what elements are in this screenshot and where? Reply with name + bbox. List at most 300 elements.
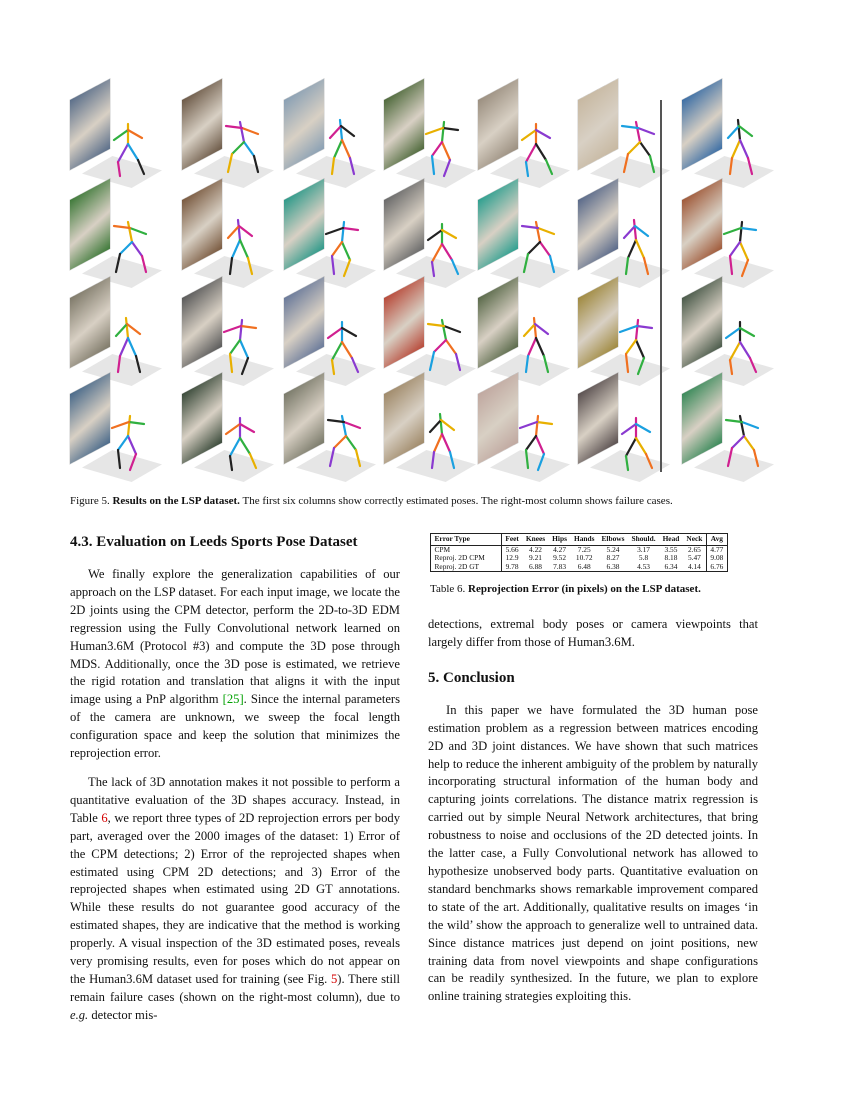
skeleton-limb (740, 140, 748, 158)
input-photo (384, 179, 424, 270)
skeleton-3d (220, 314, 262, 378)
skeleton-limb (724, 228, 741, 234)
p2-b: , we report three types of 2D reprojection errors per body part, averaged over the 2000 images of the dataset: 1) Error of the CPM detections; 2) Error of the reprojected shapes when estimated using CPM 2D detections; and 3) Error of the reprojected shapes when estimated using 2D GT annotations. While these results do not guarantee good accuracy of the estimated shapes, they are indicative that the method is working properly. A visual inspection of the 3D estimated poses, reveals very promising results, even for poses which do not appear on the Human3.6M dataset used for training (see Fig. (70, 810, 400, 986)
skeleton-limb (740, 222, 742, 242)
skeleton-limb (248, 258, 252, 274)
skeleton-limb (738, 120, 740, 140)
skeleton-limb (442, 434, 450, 452)
pose-result (284, 198, 372, 290)
table-cell: 6.34 (664, 561, 678, 571)
results-figure (0, 0, 850, 480)
skeleton-limb (118, 144, 128, 162)
skeleton-limb (342, 242, 350, 260)
skeleton-limb (730, 256, 732, 274)
table-cell: 6.88 (529, 561, 542, 571)
skeleton-limb (356, 450, 360, 466)
skeleton-limb (640, 142, 650, 156)
paragraph-continuation: detections, extremal body poses or camera viewpoints that largely differ from those of Human3.6M. (428, 617, 758, 649)
pose-result (182, 98, 270, 190)
skeleton-limb (626, 456, 628, 470)
skeleton-limb (342, 222, 344, 242)
p1-end: . Since the internal parameters of the camera are unknown, we sweep the focal length configuration space and keep the solution that minimizes the reprojection error. (70, 692, 400, 761)
skeleton-limb (748, 158, 752, 174)
table-header-cell: Error Type (431, 534, 502, 546)
input-photo (284, 79, 324, 170)
table-header-cell: Head (659, 534, 683, 546)
skeleton-limb (242, 358, 248, 374)
skeleton-limb (536, 338, 544, 356)
skeleton-limb (740, 242, 748, 260)
table-cell: Reproj. 2D GT (431, 563, 502, 572)
skeleton-limb (230, 456, 232, 470)
pose-result (284, 296, 372, 388)
skeleton-limb (634, 220, 636, 240)
table-caption-label: Table 6. (430, 583, 466, 595)
p2-a: The lack of 3D annotation makes it not possible to perform a quantitative evaluation of the 3D shapes accuracy. Instead, in Table (70, 774, 400, 825)
skeleton-limb (726, 328, 740, 338)
skeleton-limb (250, 454, 256, 468)
skeleton-limb (620, 326, 637, 332)
pose-result (182, 296, 270, 388)
pose-result (478, 296, 566, 388)
skeleton-limb (344, 422, 360, 428)
skeleton-limb (334, 140, 342, 158)
skeleton-limb (352, 358, 358, 372)
paragraph-lsp-2 (70, 774, 400, 1025)
skeleton-3d (516, 314, 558, 378)
right-column (428, 616, 758, 1017)
pose-result (384, 98, 472, 190)
pose-result (284, 98, 372, 190)
skeleton-limb (522, 226, 538, 228)
skeleton-limb (434, 434, 442, 452)
skeleton-limb (130, 454, 136, 470)
skeleton-limb (343, 228, 358, 230)
skeleton-limb (330, 126, 341, 138)
skeleton-3d (422, 314, 464, 378)
skeleton-3d (720, 116, 762, 180)
skeleton-limb (342, 342, 352, 358)
skeleton-limb (730, 158, 732, 174)
skeleton-3d (516, 216, 558, 280)
table-cell: 5.24 (606, 544, 620, 554)
skeleton-limb (526, 450, 528, 468)
skeleton-limb (350, 158, 354, 174)
skeleton-3d (516, 116, 558, 180)
skeleton-limb (740, 342, 750, 358)
input-photo (384, 79, 424, 170)
table-cell: 5.47 (687, 553, 701, 563)
table-header-row (431, 534, 728, 546)
table-cell: 7.83 (553, 561, 567, 571)
skeleton-limb (240, 438, 250, 454)
skeleton-limb (538, 454, 544, 470)
skeleton-limb (526, 356, 528, 372)
skeleton-limb (434, 340, 446, 352)
skeleton-limb (332, 256, 334, 274)
pose-result (384, 296, 472, 388)
table-caption-title: Reprojection Error (in pixels) on the LSP dataset. (468, 583, 701, 595)
skeleton-3d (422, 216, 464, 280)
table-cell: 5.66 (505, 544, 519, 554)
skeleton-3d (322, 410, 364, 474)
table-header-cell: Neck (683, 534, 707, 546)
table-header-cell: Hips (549, 534, 571, 546)
failure-case-result (682, 296, 770, 388)
skeleton-limb (244, 142, 254, 156)
input-photo (478, 179, 518, 270)
skeleton-limb (342, 140, 350, 158)
table-header-cell: Hands (570, 534, 598, 546)
skeleton-limb (635, 226, 648, 236)
table-header-cell: Avg (706, 534, 727, 546)
skeleton-limb (120, 338, 128, 356)
skeleton-limb (730, 242, 740, 256)
skeleton-limb (535, 324, 548, 334)
skeleton-3d (220, 216, 262, 280)
skeleton-limb (624, 154, 628, 172)
skeleton-3d (516, 410, 558, 474)
skeleton-limb (432, 244, 442, 262)
pose-result (578, 98, 666, 190)
table-cell: 4.27 (553, 544, 567, 554)
skeleton-limb (341, 126, 354, 136)
skeleton-limb (442, 320, 446, 340)
table-cell: 8.18 (664, 553, 678, 563)
input-photo (70, 179, 110, 270)
skeleton-limb (728, 126, 739, 138)
skeleton-limb (537, 422, 552, 424)
skeleton-limb (450, 452, 454, 468)
skeleton-limb (622, 424, 636, 434)
skeleton-limb (528, 242, 540, 254)
table-cell: 6.38 (606, 561, 620, 571)
table-cell: 3.55 (664, 544, 678, 554)
skeleton-limb (740, 328, 754, 336)
input-photo (70, 79, 110, 170)
skeleton-limb (638, 358, 644, 374)
skeleton-limb (442, 230, 456, 238)
pose-result (478, 198, 566, 290)
failure-case-result (682, 98, 770, 190)
skeleton-limb (730, 342, 740, 360)
p2-c: ). There still remain failure cases (shown on the right-most column), due to (70, 971, 400, 1004)
skeleton-limb (428, 230, 442, 240)
skeleton-3d (720, 216, 762, 280)
table-cell: 4.53 (637, 561, 650, 571)
section-heading-lsp: 4.3. Evaluation on Leeds Sports Pose Dataset (70, 534, 358, 550)
skeleton-limb (636, 438, 646, 454)
table-cell: 10.72 (575, 553, 593, 563)
skeleton-limb (224, 326, 241, 332)
skeleton-3d (616, 116, 658, 180)
skeleton-limb (128, 222, 132, 242)
skeleton-limb (550, 256, 554, 272)
skeleton-limb (340, 120, 342, 140)
skeleton-limb (544, 356, 548, 372)
left-column (70, 532, 400, 1036)
skeleton-limb (628, 240, 636, 258)
skeleton-limb (118, 436, 128, 450)
table-header-cell: Feet (501, 534, 522, 546)
skeleton-limb (730, 360, 732, 374)
input-photo (182, 277, 222, 368)
skeleton-limb (328, 420, 344, 422)
skeleton-limb (346, 436, 356, 450)
skeleton-limb (240, 424, 254, 432)
skeleton-limb (534, 318, 536, 338)
skeleton-3d (616, 410, 658, 474)
skeleton-limb (650, 156, 654, 172)
skeleton-3d (322, 216, 364, 280)
input-photo (578, 277, 618, 368)
skeleton-limb (526, 144, 536, 162)
skeleton-3d (220, 410, 262, 474)
skeleton-limb (442, 244, 452, 260)
skeleton-limb (430, 352, 434, 370)
skeleton-limb (522, 130, 536, 140)
pose-result (70, 198, 158, 290)
skeleton-limb (644, 258, 648, 274)
input-photo (70, 277, 110, 368)
skeleton-limb (452, 260, 458, 274)
skeleton-limb (240, 320, 242, 340)
skeleton-limb (637, 326, 652, 328)
input-photo (284, 179, 324, 270)
skeleton-limb (128, 436, 136, 454)
citation-link[interactable]: [25] (222, 692, 244, 707)
skeleton-limb (328, 328, 342, 338)
table-cell: 9.52 (553, 553, 567, 563)
table-ref-link[interactable]: 6 (101, 810, 108, 825)
skeleton-limb (230, 258, 232, 274)
skeleton-limb (526, 436, 536, 450)
skeleton-limb (226, 424, 240, 434)
skeleton-limb (114, 130, 128, 140)
p2-d: detector mis- (91, 1007, 158, 1022)
table-cell: 4.14 (687, 561, 701, 571)
reprojection-table (430, 533, 728, 572)
input-photo (578, 79, 618, 170)
input-photo (682, 79, 722, 170)
skeleton-limb (726, 420, 742, 422)
skeleton-3d (422, 410, 464, 474)
p2-eg: e.g. (70, 1007, 89, 1022)
skeleton-limb (444, 160, 450, 176)
skeleton-limb (130, 228, 146, 234)
skeleton-limb (239, 226, 252, 236)
skeleton-limb (241, 326, 256, 328)
figure-caption-text: The first six columns show correctly estimated poses. The right-most column shows failure cases. (242, 495, 673, 507)
skeleton-limb (624, 226, 635, 238)
skeleton-limb (332, 360, 334, 374)
skeleton-limb (232, 240, 240, 258)
skeleton-limb (443, 128, 458, 130)
skeleton-limb (428, 324, 444, 326)
skeleton-limb (446, 340, 456, 354)
pose-result (578, 296, 666, 388)
skeleton-limb (240, 240, 248, 258)
skeleton-limb (230, 354, 232, 372)
skeleton-3d (322, 314, 364, 378)
skeleton-limb (112, 422, 129, 428)
pose-result (182, 198, 270, 290)
skeleton-limb (240, 122, 244, 142)
skeleton-limb (536, 222, 540, 242)
input-photo (478, 79, 518, 170)
skeleton-limb (442, 142, 450, 160)
table-cell: CPM (431, 545, 502, 554)
skeleton-limb (538, 228, 554, 234)
skeleton-limb (426, 128, 443, 134)
skeleton-limb (138, 160, 144, 174)
skeleton-limb (636, 340, 644, 358)
skeleton-limb (240, 340, 248, 358)
skeleton-limb (332, 158, 334, 174)
pose-result (478, 98, 566, 190)
skeleton-limb (626, 354, 628, 372)
skeleton-limb (638, 128, 654, 134)
figure-ref-link[interactable]: 5 (330, 971, 338, 986)
pose-result (578, 198, 666, 290)
skeleton-limb (444, 326, 460, 332)
table-body (431, 545, 728, 572)
skeleton-limb (456, 354, 460, 370)
skeleton-limb (238, 220, 240, 240)
skeleton-limb (230, 340, 240, 354)
table-header-cell: Knees (522, 534, 548, 546)
skeleton-limb (546, 160, 552, 174)
failure-case-result (682, 392, 770, 484)
skeleton-limb (432, 142, 442, 156)
paragraph-conclusion: In this paper we have formulated the 3D human pose estimation problem as a regression between matrices encoding 2D and 3D joint distances. We have shown that such matrices help to reduce the inherent ambiguity of the problem by naturally incorporating structural information of the human body and capturing joints correlations. The distance matrix regression is carried out by simple Neural Network architectures, that bring robustness to noise and occlusions of the 2D detected joints. In the latter case, a Fully Convolutional network has allowed to hypothesize unobserved body parts. Quantitative evaluation on standard benchmarks shows remarkable improvement compared to state of the art. Additionally, qualitative results on images ‘in the wild’ show the approach to generalize well to untrained data. Since distance matrices just depend on joint positions, new training data from novel viewpoints and shape configurations can be readily synthesized. In the future, we plan to explore online training strategies exploiting this. (428, 702, 758, 1004)
p1-text: We finally explore the generalization capabilities of our approach on the LSP dataset. For each input image, we locate the 2D joints using the CPM detector, perform the 2D-to-3D EDM regression using the Fully Convolutional network learned on Human3.6M (Protocol #3) and compute the 3D pose through MDS. Additionally, once the 3D pose is estimated, we retrieve the rigid rotation and translation that aligns it with the input image using a PnP algorithm (70, 567, 400, 707)
input-photo (384, 277, 424, 368)
skeleton-limb (626, 438, 636, 456)
skeleton-limb (142, 256, 146, 272)
skeleton-limb (740, 416, 744, 436)
skeleton-limb (232, 142, 244, 154)
skeleton-limb (754, 450, 758, 466)
skeleton-limb (646, 454, 652, 468)
pose-result (70, 98, 158, 190)
pose-result (182, 392, 270, 484)
pose-result (70, 392, 158, 484)
skeleton-limb (536, 144, 546, 160)
skeleton-limb (326, 228, 343, 234)
input-photo (682, 179, 722, 270)
skeleton-limb (330, 448, 334, 466)
skeleton-limb (136, 356, 140, 372)
input-photo (478, 277, 518, 368)
table-cell: 6.76 (706, 563, 727, 572)
skeleton-limb (441, 420, 454, 430)
skeleton-limb (628, 142, 640, 154)
skeleton-limb (536, 416, 538, 436)
skeleton-limb (334, 436, 346, 448)
skeleton-3d (422, 116, 464, 180)
figure-caption-label: Figure 5. (70, 495, 110, 507)
input-photo (578, 179, 618, 270)
figure-caption (70, 494, 810, 508)
skeleton-limb (332, 242, 342, 256)
skeleton-limb (526, 162, 528, 176)
skeleton-limb (128, 416, 130, 436)
skeleton-limb (524, 324, 535, 336)
table-cell: 3.17 (637, 544, 650, 554)
skeleton-limb (118, 356, 120, 372)
skeleton-limb (118, 162, 120, 176)
skeleton-limb (128, 130, 142, 138)
table-cell: 9.21 (529, 553, 542, 563)
table-cell: 5.8 (638, 553, 649, 563)
skeleton-3d (108, 216, 150, 280)
skeleton-limb (440, 414, 442, 434)
skeleton-limb (732, 436, 744, 448)
skeleton-limb (432, 262, 434, 276)
skeleton-limb (622, 126, 638, 128)
section-heading-conclusion: 5. Conclusion (428, 669, 515, 686)
table-cell: 4.77 (706, 545, 727, 554)
skeleton-limb (129, 422, 144, 424)
table-caption (430, 583, 760, 595)
skeleton-limb (342, 328, 356, 336)
skeleton-limb (732, 140, 740, 158)
skeleton-limb (520, 422, 537, 428)
skeleton-limb (344, 260, 350, 276)
table-cell: 8.27 (606, 553, 620, 563)
skeleton-limb (230, 438, 240, 456)
skeleton-limb (741, 228, 756, 230)
skeleton-limb (116, 254, 120, 272)
input-photo (182, 79, 222, 170)
pose-result (578, 392, 666, 484)
table-cell: 9.08 (706, 554, 727, 563)
skeleton-3d (220, 116, 262, 180)
table-cell: 9.78 (505, 561, 519, 571)
input-photo (284, 277, 324, 368)
table-cell: Reproj. 2D CPM (431, 554, 502, 563)
skeleton-limb (128, 338, 136, 356)
skeleton-limb (332, 342, 342, 360)
table-cell: 7.25 (577, 544, 591, 554)
skeleton-limb (528, 338, 536, 356)
skeleton-limb (116, 324, 127, 336)
skeleton-limb (536, 436, 544, 454)
table-cell: 4.22 (529, 544, 542, 554)
skeleton-3d (322, 116, 364, 180)
input-photo (682, 277, 722, 368)
skeleton-3d (616, 314, 658, 378)
skeleton-limb (739, 126, 752, 136)
skeleton-limb (430, 420, 441, 432)
table-cell: 2.65 (687, 544, 701, 554)
skeleton-limb (127, 324, 140, 334)
skeleton-limb (114, 226, 130, 228)
skeleton-limb (742, 260, 748, 276)
skeleton-3d (108, 116, 150, 180)
skeleton-limb (540, 242, 550, 256)
table-cell: 12.9 (505, 553, 519, 563)
skeleton-limb (626, 340, 636, 354)
skeleton-limb (254, 156, 258, 172)
failure-cases-divider (660, 100, 662, 472)
skeleton-limb (228, 154, 232, 172)
skeleton-limb (228, 226, 239, 238)
failure-case-result (682, 198, 770, 290)
pose-result (70, 296, 158, 388)
skeleton-limb (442, 122, 444, 142)
